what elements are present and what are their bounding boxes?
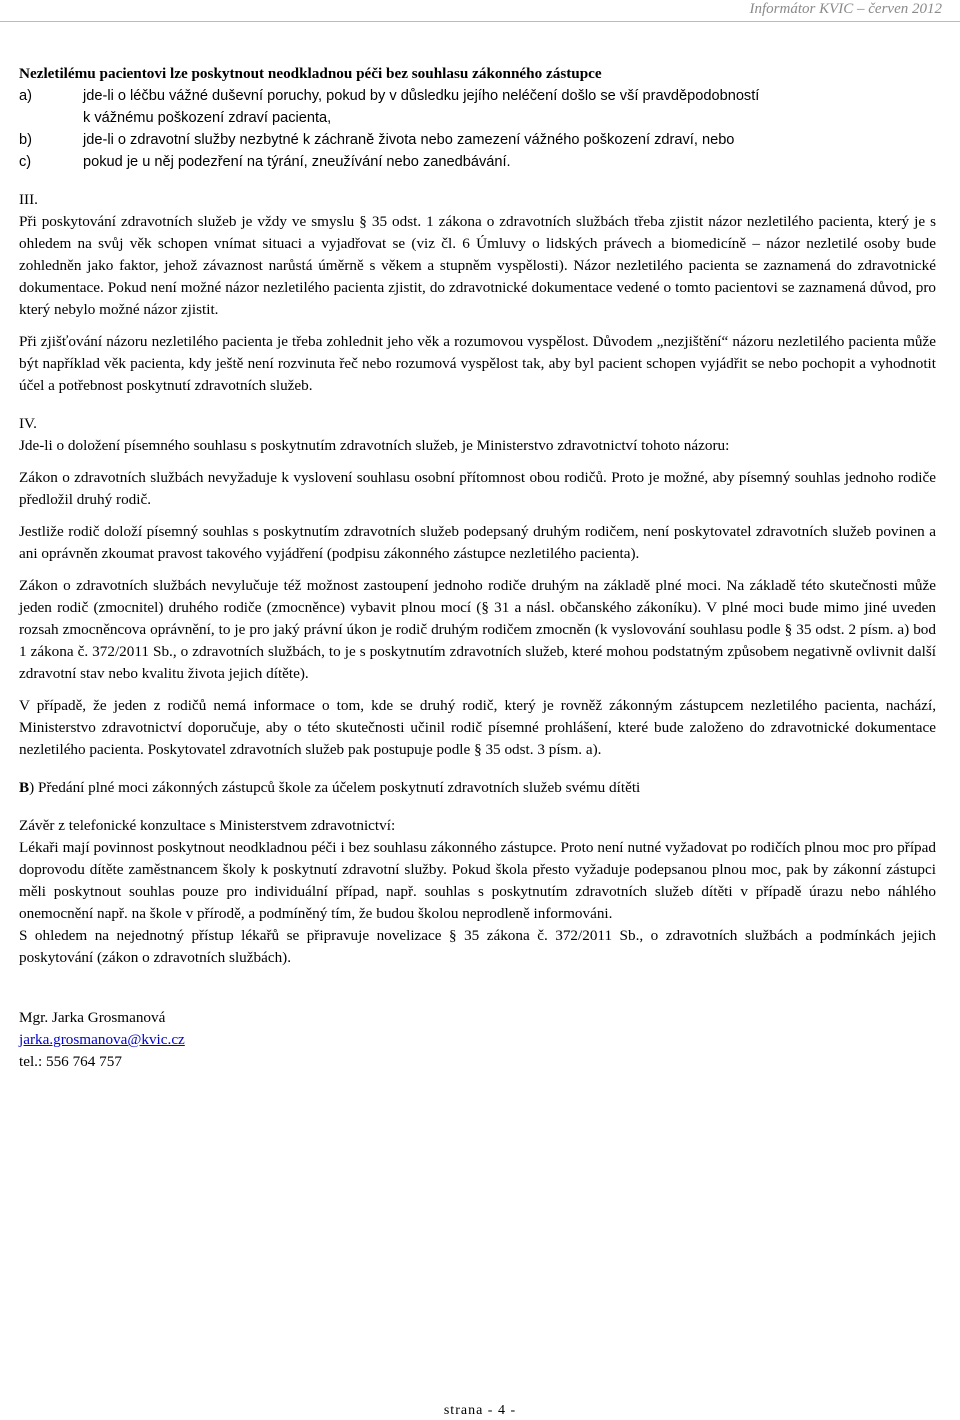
paragraph: Jde-li o doložení písemného souhlasu s poskytnutím zdravotních služeb, je Ministerstvo zdravotnictví tohoto názoru:	[19, 437, 730, 454]
conclusion-title: Závěr z telefonické konzultace s Ministerstvem zdravotnictví:	[19, 817, 396, 834]
section-b	[19, 777, 936, 969]
page-number: strana - 4 -	[443, 1403, 517, 1418]
paragraph: Při poskytování zdravotních služeb je vždy ve smyslu § 35 odst. 1 zákona o zdravotních službách třeba zjistit názor nezletilého pacienta, který je s ohledem na svůj věk schopen vnímat situaci a vyjadřovat se (viz čl. 6 Úmluvy o lidských právech a biomedicíně – názor nezletilé osoby bude zohledněn jako faktor, jehož závaznost narůstá úměrně s věkem a stupněm vyspělosti). Názor nezletilého pacienta se zaznamená do zdravotnické dokumentace. Pokud není možné názor nezletilého pacienta zjistit, do zdravotnické dokumentace vedené o tomto pacientovi se zaznamená důvod, pro který nebylo možné názor zjistit.	[19, 213, 936, 318]
section-letter: B	[19, 779, 30, 796]
paragraph: Lékaři mají povinnost poskytnout neodkladnou péči i bez souhlasu zákonného zástupce. Proto není nutné vyžadovat po rodičích plnou moc pro případ doprovodu dítěte zaměstnancem školy k poskytnutí zdravotní služby. Pokud škola přesto vyžaduje podepsanou plnou moc, pak by zákonní zástupci měli poskytnout souhlas pouze pro individuální případ, např. souhlas s poskytnutím zdravotních služeb dítěti v případě úrazu nebo náhlého onemocnění např. na škole v přírodě, a podmíněný tím, že budou školou neprodleně informováni.	[19, 839, 936, 922]
list-text: k vážnému poškození zdraví pacienta,	[83, 110, 332, 126]
paragraph: Při zjišťování názoru nezletilého pacienta je třeba zohlednit jeho věk a rozumovou vyspělost. Důvodem „nezjištění“ názoru nezletilého pacienta může být například věk pacienta, kdy ještě není rozvinuta řeč nebo rozumová vyspělost tak, aby byl pacient schopen vyjádřit se nebo pochopit a vyhodnotit účel a potřebnost poskytnutí zdravotních služeb.	[19, 333, 936, 394]
paragraph: Zákon o zdravotních službách nevylučuje též možnost zastoupení jednoho rodiče druhým na základě plné moci. Na základě této skutečnosti může jeden rodič (zmocnitel) druhého rodiče (zmocněnce) vybavit plnou mocí (§ 31 a násl. občanského zákoníku). V plné moci bude mimo jiné uveden rozsah zmocněncova oprávnění, to je pro jaký právní úkon je rodič druhým rodičem zmocněn (k vyslovování souhlasu podle § 35 odst. 2 písm. a) bod 1 zákona č. 372/2011 Sb., o zdravotních službách, to je s poskytnutím zdravotních služeb, které mohou podstatným způsobem negativně ovlivnit další zdravotní stav nebo kvalitu života jejich dítěte).	[19, 577, 936, 682]
section-neodkladna-pece	[19, 63, 936, 173]
header-divider	[0, 21, 960, 22]
signature-block	[19, 1007, 936, 1073]
section-number: IV.	[19, 415, 37, 432]
document-body	[19, 63, 936, 1073]
section-number: III.	[19, 191, 38, 208]
list-item	[19, 151, 936, 173]
section-heading	[19, 777, 936, 799]
paragraph: Zákon o zdravotních službách nevyžaduje k vyslovení souhlasu osobní přítomnost obou rodičů. Proto je možné, aby písemný souhlas jednoho rodiče předložil druhý rodič.	[19, 469, 936, 508]
list-text: jde-li o léčbu vážné duševní poruchy, pokud by v důsledku jejího neléčení došlo se vší pravděpodobností	[83, 88, 760, 104]
author-email-link[interactable]: jarka.grosmanova@kvic.cz	[19, 1031, 185, 1048]
list-marker	[19, 107, 83, 129]
list-marker: a)	[19, 88, 32, 104]
paragraph: V případě, že jeden z rodičů nemá informace o tom, kde se druhý rodič, který je rovněž zákonným zástupcem nezletilého pacienta, nachází, Ministerstvo zdravotnictví doporučuje, aby o této skutečnosti učinil rodič písemné prohlášení, které bude založeno do zdravotnické dokumentace nezletilého pacienta. Poskytovatel zdravotních služeb pak postupuje podle § 35 odst. 3 písm. a).	[19, 697, 936, 758]
section-iv	[19, 413, 936, 761]
section-iii	[19, 189, 936, 397]
page-header: Informátor KVIC – červen 2012	[749, 1, 942, 17]
list-item	[19, 107, 936, 129]
section-heading: Nezletilému pacientovi lze poskytnout neodkladnou péči bez souhlasu zákonného zástupce	[19, 65, 602, 82]
author-phone: tel.: 556 764 757	[19, 1053, 122, 1070]
list-text: pokud je u něj podezření na týrání, zneužívání nebo zanedbávání.	[83, 154, 511, 170]
list-item	[19, 129, 936, 151]
paragraph: Jestliže rodič doloží písemný souhlas s poskytnutím zdravotních služeb podepsaný druhým rodičem, není poskytovatel zdravotních služeb povinen a ani oprávněn zkoumat pravost takového vyjádření (podpisu zákonného zástupce nezletilého pacienta).	[19, 523, 936, 562]
list-text: jde-li o zdravotní služby nezbytné k záchraně života nebo zamezení vážného poškození zdraví, nebo	[83, 132, 735, 148]
list-item	[19, 85, 936, 107]
list-marker: b)	[19, 132, 32, 148]
paragraph: S ohledem na nejednotný přístup lékařů se připravuje novelizace § 35 zákona č. 372/2011 Sb., o zdravotních službách a podmínkách jejich poskytování (zákon o zdravotních službách).	[19, 927, 936, 966]
author-name: Mgr. Jarka Grosmanová	[19, 1009, 166, 1026]
list-marker: c)	[19, 154, 32, 170]
section-heading-text: ) Předání plné moci zákonných zástupců škole za účelem poskytnutí zdravotních služeb svému dítěti	[29, 779, 641, 796]
